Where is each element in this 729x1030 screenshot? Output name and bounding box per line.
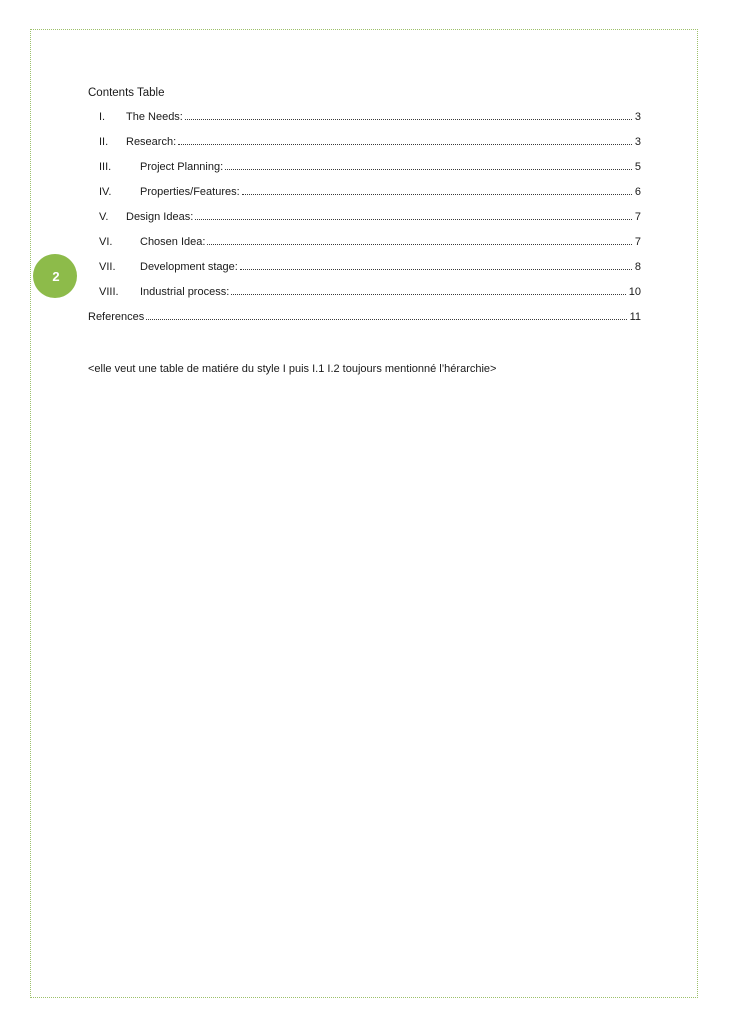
- toc-entry-page: 3: [634, 136, 641, 148]
- toc-leader-dots: [185, 118, 632, 120]
- toc-entry-text: Development stage:: [140, 261, 238, 273]
- toc-entry-number: VIII.: [99, 286, 119, 298]
- toc-leader-dots: [231, 293, 625, 295]
- toc-leader-dots: [207, 243, 631, 245]
- toc-entry-chosen-idea[interactable]: [88, 232, 641, 248]
- toc-entry-text: Industrial process:: [140, 286, 230, 298]
- toc-leader-dots: [195, 218, 632, 220]
- toc-entry-number: VII.: [99, 261, 116, 273]
- toc-entry-text: The Needs:: [126, 111, 183, 123]
- toc-entry-design-ideas[interactable]: [88, 207, 641, 223]
- toc-entry-page: 8: [634, 261, 641, 273]
- toc-entry-page: 11: [629, 311, 641, 323]
- toc-entry-text: Design Ideas:: [126, 211, 194, 223]
- toc-entry-text: Research:: [126, 136, 177, 148]
- toc-entry-page: 3: [634, 111, 641, 123]
- toc-entry-number: IV.: [99, 186, 112, 198]
- toc-entry-number: I.: [99, 111, 106, 123]
- editor-note: <elle veut une table de matiére du style I puis I.1 I.2 toujours mentionné l’hérarchie>: [88, 363, 497, 375]
- toc-entry-project-planning[interactable]: [88, 157, 641, 173]
- toc-leader-dots: [240, 268, 632, 270]
- toc-entry-industrial-process[interactable]: [88, 282, 641, 298]
- toc-entry-number: II.: [99, 136, 109, 148]
- toc-leader-dots: [178, 143, 632, 145]
- toc-entry-number: V.: [99, 211, 109, 223]
- toc-entry-page: 6: [634, 186, 641, 198]
- toc-leader-dots: [146, 318, 626, 320]
- toc-entry-text: Properties/Features:: [140, 186, 240, 198]
- toc-entry-needs[interactable]: [88, 107, 641, 123]
- toc-entry-number: III.: [99, 161, 112, 173]
- toc-entry-properties-features[interactable]: [88, 182, 641, 198]
- toc-entry-research[interactable]: [88, 132, 641, 148]
- page-number: 2: [52, 268, 60, 284]
- toc-entry-text: References: [88, 311, 145, 323]
- toc-entry-page: 7: [634, 211, 641, 223]
- toc-entry-page: 7: [634, 236, 641, 248]
- toc-entry-number: VI.: [99, 236, 113, 248]
- page-number-badge: [33, 254, 77, 298]
- toc-leader-dots: [225, 168, 632, 170]
- page-border: [30, 29, 698, 998]
- toc-leader-dots: [242, 193, 632, 195]
- toc-entry-text: Project Planning:: [140, 161, 224, 173]
- toc-entry-references[interactable]: [88, 307, 641, 323]
- toc-entry-page: 5: [634, 161, 641, 173]
- toc-entry-development-stage[interactable]: [88, 257, 641, 273]
- toc-entry-page: 10: [628, 286, 641, 298]
- toc-title: Contents Table: [88, 87, 165, 99]
- toc-entry-text: Chosen Idea:: [140, 236, 206, 248]
